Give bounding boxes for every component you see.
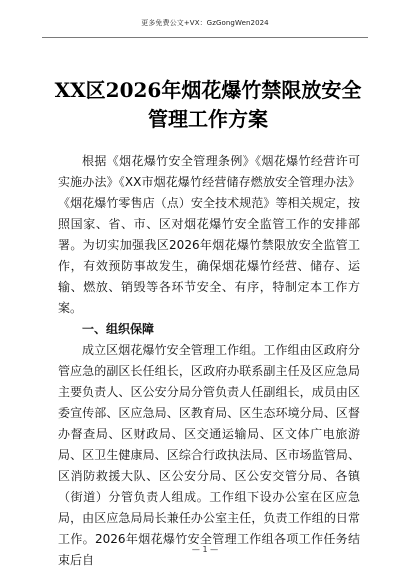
intro-paragraph: 根据《烟花爆竹安全管理条例》《烟花爆竹经营许可实施办法》《XX市烟花爆竹经营储存燃放安全管理办法》《烟花爆竹零售店（点）安全技术规范》等相关规定，按照国家、省、市、区对烟花爆竹安全监管工作的安排部署。为切实加强我区2026年烟花爆竹禁限放安全监管工作，有效预防事故发生，确保烟花爆竹经营、储存、运输、燃放、销毁等各环节安全、有序，特制定本工作方案。	[58, 154, 360, 315]
document-title: XX区2026年烟花爆竹禁限放安全管理工作方案	[54, 78, 362, 131]
section-heading-organization: 一、组织保障	[82, 322, 155, 336]
page-number: — 1 —	[191, 545, 219, 554]
section-paragraph-organization: 成立区烟花爆竹安全管理工作组。工作组由区政府分管应急的副区长任组长，区政府办联系副主任及区应急局主要负责人、区公安分局分管负责人任副组长，成员由区委宣传部、区应急局、区教育局、区生态环境分局、区督办督查局、区财政局、区交通运输局、区文体广电旅游局、区卫生健康局、区综合行政执法局、区市场监管局、区消防救援大队、区公安分局、区公安交管分局、各镇（街道）分管负责人组成。工作组下设办公室在区应急局，由区应急局局长兼任办公室主任，负责工作组的日常工作。2026年烟花爆竹安全管理工作组各项工作任务结束后自	[58, 343, 360, 567]
header-note: 更多免费公文+VX：GzGongWen2024	[141, 19, 269, 27]
document-body	[58, 151, 360, 571]
header-divider	[42, 37, 368, 38]
